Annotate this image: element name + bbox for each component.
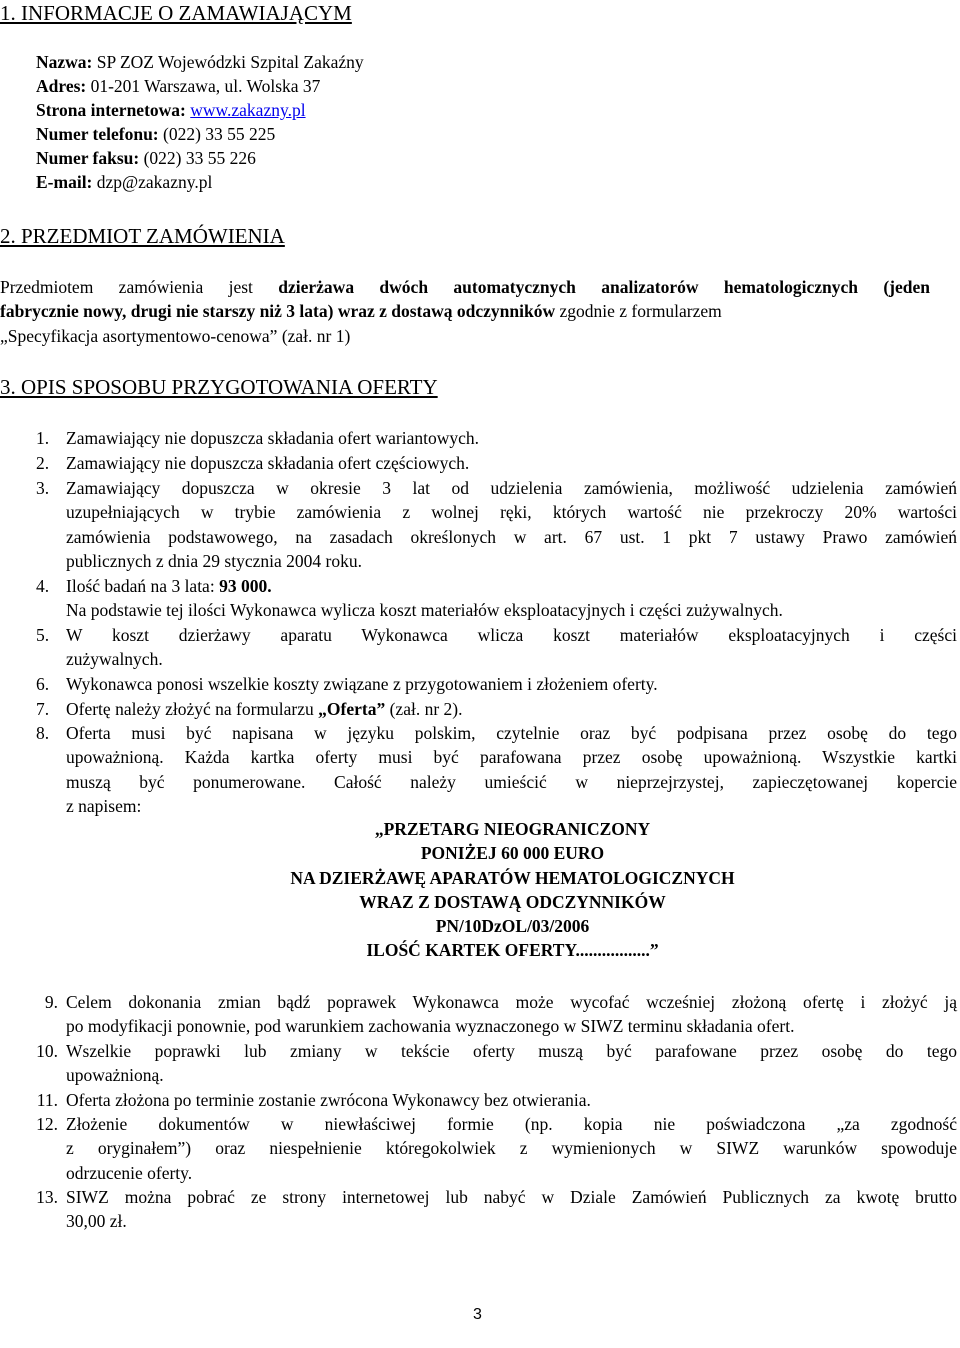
subject-line-3: „Specyfikacja asortymentowo-cenowa” (zał. nr 1) (0, 325, 351, 346)
subject-paragraph (0, 275, 930, 348)
info-row-phone: Numer telefonu: (022) 33 55 225 (36, 124, 276, 144)
item-text: Zamawiający nie dopuszcza składania ofert częściowych. (66, 453, 470, 473)
item-text: Oferta musi być napisana w języku polskim, czytelnie oraz być podpisana przez osobę do tego upoważnioną. Każda kartka oferty musi być parafowana przez osobę upoważnioną. Wszystkie kartki muszą być ponumerowane. Całość należy umieścić w nieprzejrzystej, zapieczętowanej kopercie z napisem: (66, 723, 957, 816)
item-number: 5. (36, 625, 50, 645)
website-link[interactable]: www.zakazny.pl (190, 100, 306, 120)
info-row-website: Strona internetowa: www.zakazny.pl (36, 100, 306, 120)
info-row-fax: Numer faksu: (022) 33 55 226 (36, 148, 256, 168)
subject-line-2: fabrycznie nowy, drugi nie starszy niż 3 lata) wraz z dostawą odczynników zgodnie z formularzem (0, 301, 722, 322)
item-text: SIWZ można pobrać ze strony internetowej lub nabyć w Dziale Zamówień Publicznych za kwotę brutto 30,00 zł. (66, 1187, 957, 1232)
item-text: Ilość badań na 3 lata: 93 000. Na podstawie tej ilości Wykonawca wylicza koszt materiałów eksploatacyjnych i części zużywalnych. (66, 576, 783, 621)
item-number: 10. (36, 1041, 58, 1061)
item-number: 12. (36, 1114, 58, 1134)
section-2-heading: 2. PRZEDMIOT ZAMÓWIENIA (0, 224, 285, 248)
section-1-heading: 1. INFORMACJE O ZAMAWIAJĄCYM (0, 1, 352, 25)
item-text: Wykonawca ponosi wszelkie koszty związane z przygotowaniem i złożeniem oferty. (66, 674, 658, 694)
item-text: Wszelkie poprawki lub zmiany w tekście oferty muszą być parafowane przez osobę do tego upoważnioną. (66, 1041, 957, 1086)
item-text: Zamawiający nie dopuszcza składania ofert wariantowych. (66, 428, 480, 448)
item-text: Celem dokonania zmian bądź poprawek Wykonawca może wycofać wcześniej złożoną ofertę i złożyć ją po modyfikacji ponownie, pod warunkiem zachowania wyznaczonego w SIWZ terminu składania ofert. (66, 992, 957, 1037)
item-number: 1. (36, 428, 50, 448)
item-text: Złożenie dokumentów w niewłaściwej formie (np. kopia nie poświadczona „za zgodność z oryginałem”) oraz niespełnienie któregokolwiek z wymienionych w SIWZ warunków spowoduje odrzucenie oferty. (66, 1114, 957, 1183)
item-number: 11. (36, 1090, 58, 1110)
item-number: 13. (36, 1187, 58, 1207)
item-number: 9. (44, 992, 58, 1012)
item-number: 3. (36, 478, 50, 498)
item-number: 2. (36, 453, 50, 473)
info-row-email: E-mail: dzp@zakazny.pl (36, 172, 213, 192)
info-row-address: Adres: 01-201 Warszawa, ul. Wolska 37 (36, 76, 321, 96)
page-number: 3 (473, 1306, 482, 1323)
section-3-heading: 3. OPIS SPOSOBU PRZYGOTOWANIA OFERTY (0, 375, 438, 399)
item-number: 7. (36, 699, 50, 719)
item-text: Oferta złożona po terminie zostanie zwrócona Wykonawcy bez otwierania. (66, 1090, 591, 1110)
info-row-name: Nazwa: SP ZOZ Wojewódzki Szpital Zakaźny (36, 52, 364, 72)
item-text: W koszt dzierżawy aparatu Wykonawca wlicza koszt materiałów eksploatacyjnych i części zużywalnych. (66, 625, 957, 670)
item-text: Zamawiający dopuszcza w okresie 3 lat od udzielenia zamówienia, możliwość udzielenia zamówień uzupełniających w trybie zamówienia z wolnej ręki, których wartość nie przekroczy 20% wartości zamówienia podstawowego, na zasadach określonych w art. 67 ust. 1 pkt 7 ustawy Prawo zamówień publicznych z dnia 29 stycznia 2004 roku. (66, 478, 957, 571)
item-number: 8. (36, 723, 50, 743)
envelope-inscription: „PRZETARG NIEOGRANICZONY PONIŻEJ 60 000 EURO NA DZIERŻAWĘ APARATÓW HEMATOLOGICZNYCH WRAZ Z DOSTAWĄ ODCZYNNIKÓW PN/10DzOL/03/2006 ILOŚĆ KARTEK OFERTY.................” (290, 819, 735, 961)
item-number: 4. (36, 576, 50, 596)
subject-line-1: Przedmiotem zamówienia jest dzierżawa dwóch automatycznych analizatorów hematologicznych (jeden (0, 277, 931, 297)
item-text: Ofertę należy złożyć na formularzu „Oferta” (zał. nr 2). (66, 699, 463, 719)
item-number: 6. (36, 674, 50, 694)
